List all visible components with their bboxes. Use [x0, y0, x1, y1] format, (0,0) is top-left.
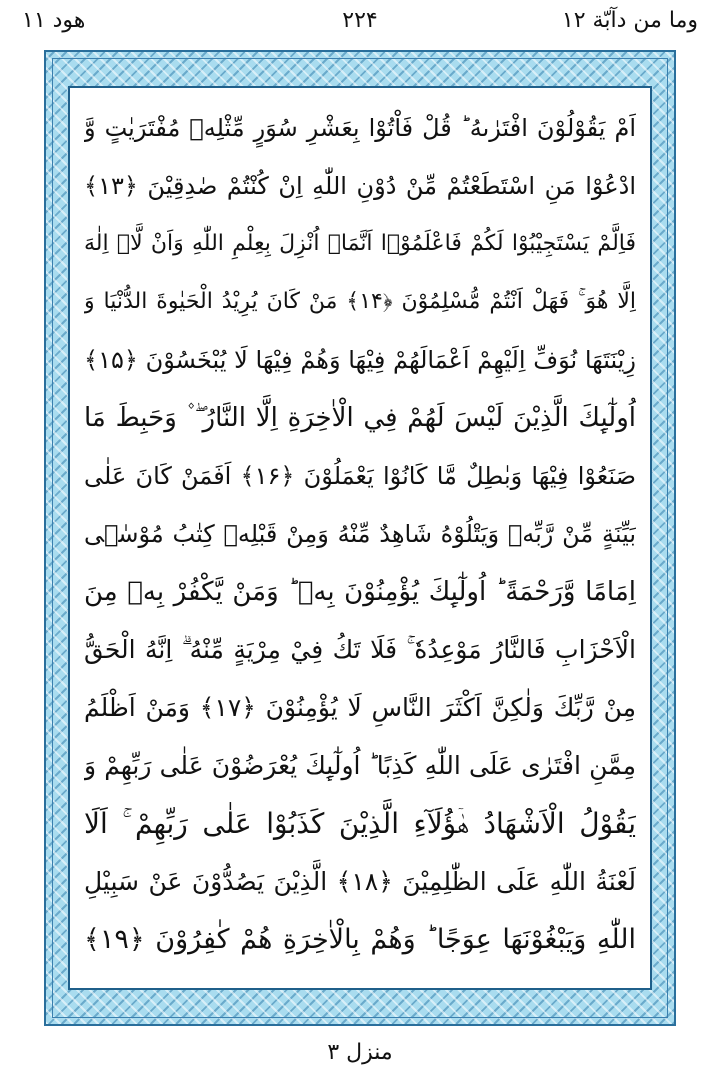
- decorative-border: [44, 50, 676, 1026]
- juz-name: وما من دآبّة ۱۲: [561, 8, 698, 33]
- verse-line-5: زِيْنَتَهَا نُوَفِّ اِلَيْهِمْ اَعْمَالَهُمْ فِيْهَا وَهُمْ فِيْهَا لَا يُبْخَسُوْنَ ﴿۱۵﴾: [84, 346, 636, 374]
- surah-name: هود ۱۱: [22, 8, 86, 33]
- verse-line-4: اِلَّا هُوَ ۚ فَهَلْ اَنْتُمْ مُّسْلِمُوْنَ ﴿۱۴﴾ مَنْ كَانَ يُرِيْدُ الْحَيٰوةَ الدُّنْيَا وَ: [84, 289, 636, 314]
- verse-line-2: ادْعُوْا مَنِ اسْتَطَعْتُمْ مِّنْ دُوْنِ اللّٰهِ اِنْ كُنْتُمْ صٰدِقِيْنَ ﴿۱۳﴾: [84, 172, 636, 200]
- verse-line-7: صَنَعُوْا فِيْهَا وَبٰطِلٌ مَّا كَانُوْا يَعْمَلُوْنَ ﴿۱۶﴾ اَفَمَنْ كَانَ عَلٰى: [84, 462, 636, 490]
- page-number: ۲۲۴: [342, 8, 378, 33]
- verse-line-13: يَقُوْلُ الْاَشْهَادُ هٰۤؤُلَآءِ الَّذِيْنَ كَذَبُوْا عَلٰى رَبِّهِمْ ۚ اَلَا: [84, 807, 636, 840]
- page-header: [0, 0, 720, 48]
- verse-line-12: مِمَّنِ افْتَرٰى عَلَى اللّٰهِ كَذِبًا ؕ اُولٰٓىِٕكَ يُعْرَضُوْنَ عَلٰى رَبِّهِمْ وَ: [84, 751, 636, 780]
- verse-line-3: فَاِلَّمْ يَسْتَجِيْبُوْا لَكُمْ فَاعْلَمُوْۤا اَنَّمَاۤ اُنْزِلَ بِعِلْمِ اللّٰهِ وَاَنْ لَّاۤ اِلٰهَ: [84, 231, 636, 256]
- verse-line-6: اُولٰٓىِٕكَ الَّذِيْنَ لَيْسَ لَهُمْ فِي الْاٰخِرَةِ اِلَّا النَّارُ ۖ ۫ وَحَبِطَ مَا: [84, 403, 636, 433]
- verse-line-1: اَمْ يَقُوْلُوْنَ افْتَرٰىهُ ؕ قُلْ فَاْتُوْا بِعَشْرِ سُوَرٍ مِّثْلِهٖ مُفْتَرَيٰتٍ وَّ: [84, 114, 636, 142]
- verse-line-9: اِمَامًا وَّرَحْمَةً ؕ اُولٰٓىِٕكَ يُؤْمِنُوْنَ بِهٖ ؕ وَمَنْ يَّكْفُرْ بِهٖ مِنَ: [84, 577, 636, 607]
- manzil-label: منزل ۳: [327, 1040, 393, 1065]
- verse-line-10: الْاَحْزَابِ فَالنَّارُ مَوْعِدُهٗ ۚ فَلَا تَكُ فِيْ مِرْيَةٍ مِّنْهُ ۗ اِنَّهُ الْحَقُّ: [84, 635, 636, 664]
- verse-line-11: مِنْ رَّبِّكَ وَلٰكِنَّ اَكْثَرَ النَّاسِ لَا يُؤْمِنُوْنَ ﴿۱۷﴾ وَمَنْ اَظْلَمُ: [84, 693, 636, 722]
- verse-line-8: بَيِّنَةٍ مِّنْ رَّبِّهٖ وَيَتْلُوْهُ شَاهِدٌ مِّنْهُ وَمِنْ قَبْلِهٖ كِتٰبُ مُوْسٰۤى: [84, 520, 636, 548]
- text-panel: [68, 86, 652, 990]
- verse-line-15: اللّٰهِ وَيَبْغُوْنَهَا عِوَجًا ؕ وَهُمْ بِالْاٰخِرَةِ هُمْ كٰفِرُوْنَ ﴿۱۹﴾: [84, 924, 636, 955]
- verse-line-14: لَعْنَةُ اللّٰهِ عَلَى الظّٰلِمِيْنَ ﴿۱۸﴾ الَّذِيْنَ يَصُدُّوْنَ عَنْ سَبِيْلِ: [84, 867, 636, 896]
